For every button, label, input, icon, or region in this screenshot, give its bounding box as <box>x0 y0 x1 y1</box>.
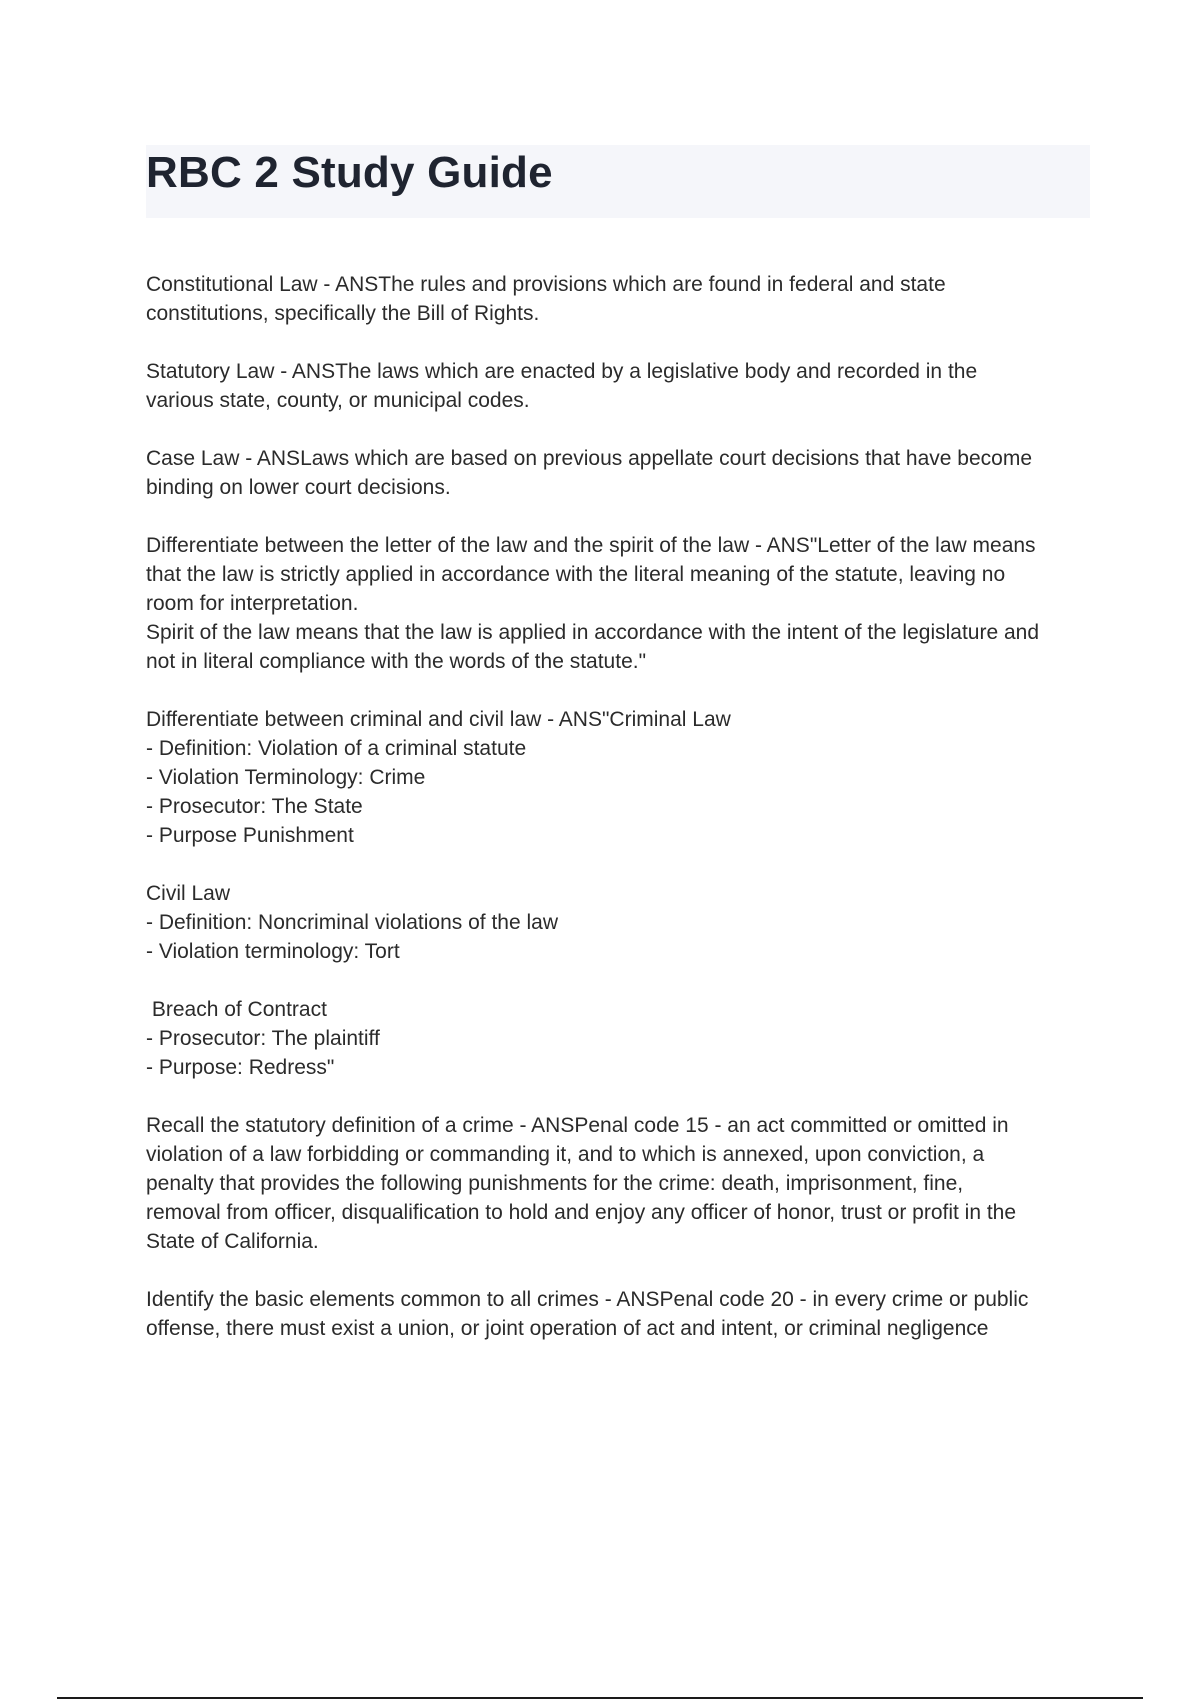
entry-line: constitutions, specifically the Bill of Rights. <box>146 302 540 325</box>
entry-line: Statutory Law - ANSThe laws which are enacted by a legislative body and recorded in the <box>146 360 978 383</box>
entry-line: State of California. <box>146 1230 319 1253</box>
qa-entry <box>146 705 1096 850</box>
entry-line: Spirit of the law means that the law is applied in accordance with the intent of the legislature and <box>146 621 1040 644</box>
page-footer-rule <box>57 1697 1143 1699</box>
entry-line: - Prosecutor: The plaintiff <box>146 1027 380 1050</box>
qa-entry <box>146 270 1096 328</box>
entry-line: not in literal compliance with the words of the statute." <box>146 650 647 673</box>
qa-entry <box>146 879 1096 966</box>
entry-line: room for interpretation. <box>146 592 359 615</box>
qa-entry <box>146 1285 1096 1343</box>
entry-line: Identify the basic elements common to all crimes - ANSPenal code 20 - in every crime or public <box>146 1288 1029 1311</box>
entry-line: various state, county, or municipal codes. <box>146 389 530 412</box>
entry-line: - Prosecutor: The State <box>146 795 363 818</box>
entry-line: Case Law - ANSLaws which are based on previous appellate court decisions that have become <box>146 447 1033 470</box>
entry-line: Breach of Contract <box>146 998 327 1021</box>
entry-line: Differentiate between the letter of the law and the spirit of the law - ANS"Letter of the law means <box>146 534 1036 557</box>
entry-line: offense, there must exist a union, or joint operation of act and intent, or criminal negligence <box>146 1317 989 1340</box>
qa-entry <box>146 995 1096 1082</box>
entry-line: Constitutional Law - ANSThe rules and provisions which are found in federal and state <box>146 273 946 296</box>
entry-line: binding on lower court decisions. <box>146 476 451 499</box>
entry-line: - Purpose: Redress" <box>146 1056 335 1079</box>
qa-entry <box>146 357 1096 415</box>
entry-line: Differentiate between criminal and civil law - ANS"Criminal Law <box>146 708 731 731</box>
qa-entry <box>146 531 1096 676</box>
entry-line: Civil Law <box>146 882 231 905</box>
page-title: RBC 2 Study Guide <box>146 148 553 197</box>
entry-line: that the law is strictly applied in accordance with the literal meaning of the statute, leaving no <box>146 563 1006 586</box>
qa-entry <box>146 444 1096 502</box>
entry-line: - Definition: Violation of a criminal statute <box>146 737 527 760</box>
entry-line: removal from officer, disqualification to hold and enjoy any officer of honor, trust or profit in the <box>146 1201 1017 1224</box>
title-banner <box>146 145 1090 218</box>
entry-line: - Violation terminology: Tort <box>146 940 400 963</box>
entry-line: - Definition: Noncriminal violations of the law <box>146 911 559 934</box>
entry-line: penalty that provides the following punishments for the crime: death, imprisonment, fine, <box>146 1172 964 1195</box>
entry-line: - Violation Terminology: Crime <box>146 766 426 789</box>
study-guide-body <box>146 270 1096 1372</box>
qa-entry <box>146 1111 1096 1256</box>
entry-line: Recall the statutory definition of a crime - ANSPenal code 15 - an act committed or omitted in <box>146 1114 1009 1137</box>
entry-line: violation of a law forbidding or commanding it, and to which is annexed, upon conviction, a <box>146 1143 985 1166</box>
entry-line: - Purpose Punishment <box>146 824 354 847</box>
